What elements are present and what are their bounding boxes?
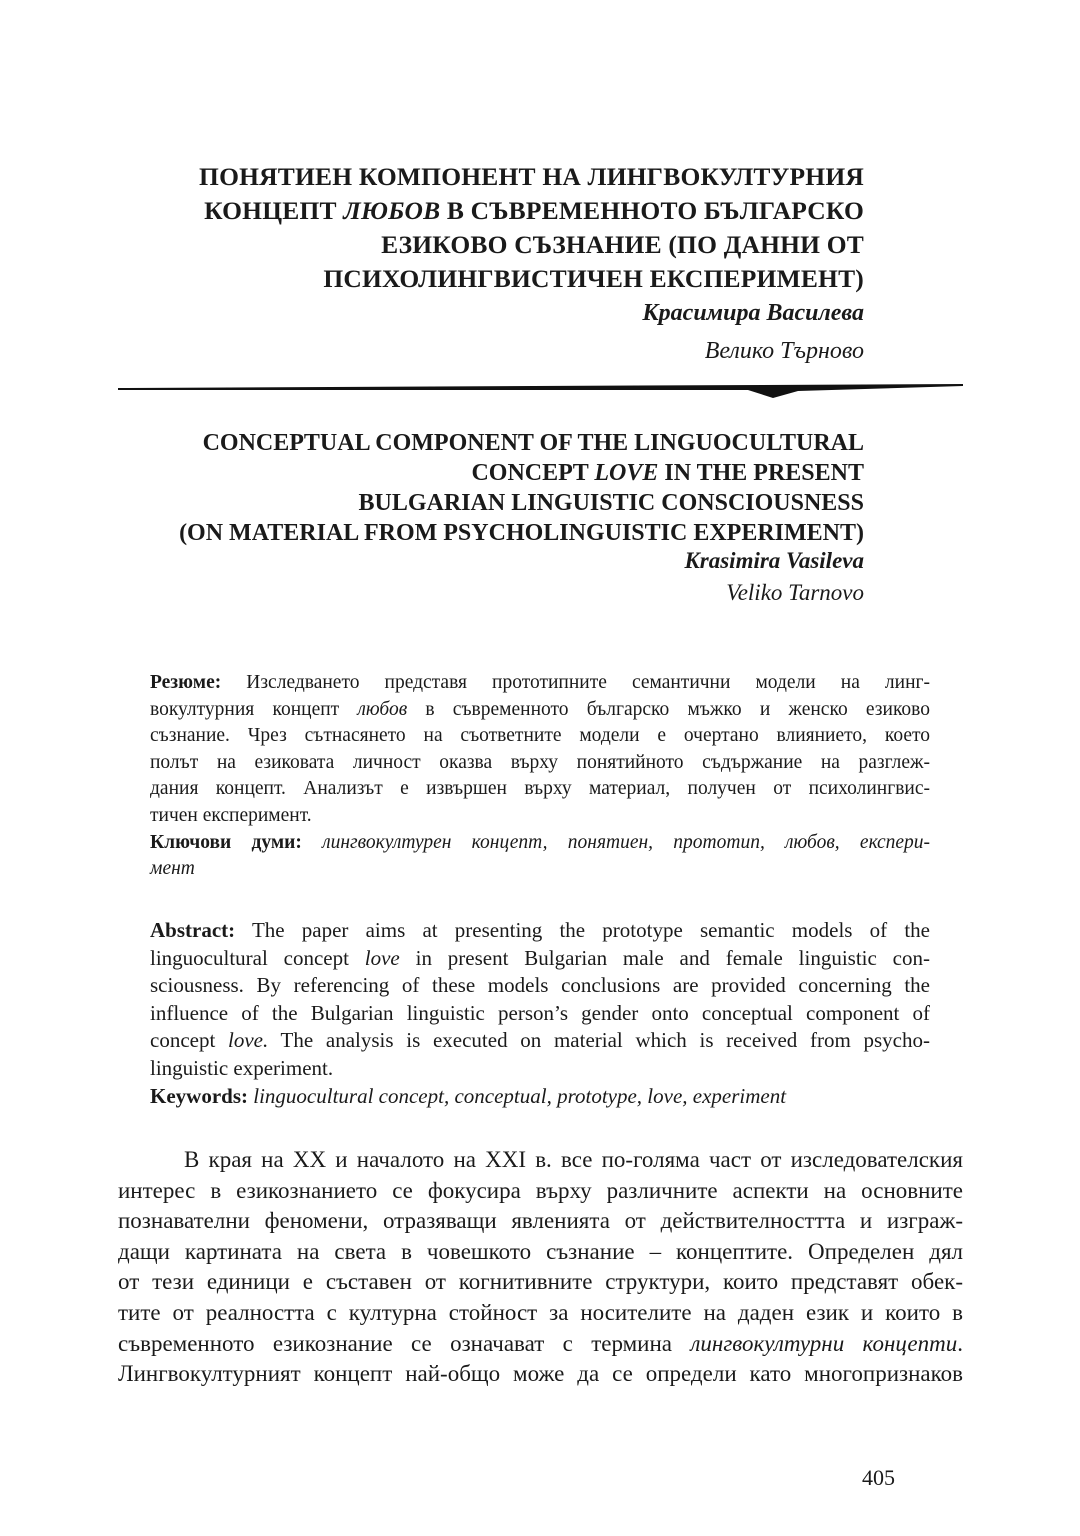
abstract-text: concept [150, 1028, 228, 1053]
body-paragraph [118, 1145, 963, 1390]
abstract-line: influence of the Bulgarian linguistic person’s gender onto conceptual component of [150, 1000, 930, 1025]
body-text: съвременното езикознание се означават с термина [118, 1330, 691, 1356]
body-text: . [957, 1330, 963, 1356]
summary-line: дания концепт. Анализът е извършен върху материал, получен от психолингвис- [150, 778, 930, 800]
keywords-text: linguocultural concept, conceptual, prototype, love, experiment [248, 1083, 787, 1108]
abstract-line [150, 917, 930, 945]
summary-line: тичен експеримент. [150, 804, 312, 826]
title-line [64, 458, 864, 488]
author-city-bulgarian: Велико Търново [704, 338, 864, 364]
keywords-line [150, 1083, 930, 1111]
title-divider [118, 380, 963, 402]
keywords-label: Keywords: [150, 1083, 248, 1108]
title-text: КОНЦЕПТ [204, 196, 344, 225]
summary-line [150, 670, 930, 697]
title-text: IN THE PRESENT [658, 460, 864, 486]
body-line: познавателни феномени, отразяващи явленията от действителносттта и изграж- [118, 1208, 963, 1234]
abstract-line [150, 945, 930, 973]
summary-label: Резюме: [150, 672, 222, 693]
author-city-english: Veliko Tarnovo [726, 580, 864, 605]
abstract-text: The paper aims at presenting the prototype semantic models of the [235, 918, 930, 942]
author-name-english: Krasimira Vasileva [684, 548, 864, 573]
abstract-label: Abstract: [150, 918, 236, 942]
abstract-line: linguistic experiment. [150, 1055, 334, 1080]
keywords-text: лингвокултурен концепт, понятиен, прототип, любов, експери- [301, 831, 930, 853]
author-name-bulgarian: Красимира Василева [642, 300, 864, 326]
summary-text: вокултурния концепт [150, 698, 358, 720]
keywords-line [150, 856, 930, 883]
page-number: 405 [862, 1465, 895, 1490]
keywords-line [150, 830, 930, 857]
summary-line: съзнание. Чрез сътнасянето на съответните модели е очертано влиянието, което [150, 725, 930, 747]
body-line: Лингвокултурният концепт най-общо може да се определи като многопризнаков [118, 1361, 963, 1387]
abstract-text: linguocultural concept [150, 945, 365, 970]
body-line: В края на ХХ и началото на ХХІ в. все по-голяма част от изследователския [184, 1147, 963, 1172]
body-line [118, 1329, 963, 1360]
title-line [104, 194, 864, 228]
abstract-text: The analysis is executed on material which is received from psycho- [268, 1028, 930, 1053]
article-title-english [64, 428, 864, 548]
summary-bulgarian [150, 670, 930, 883]
title-line: (ON MATERIAL FROM PSYCHOLINGUISTIC EXPERIMENT) [179, 520, 864, 546]
body-line: от тези единици е съставен от когнитивните структури, които представят обек- [118, 1269, 963, 1295]
title-text: В СЪВРЕМЕННОТО БЪЛГАРСКО [440, 196, 864, 225]
title-line: BULGARIAN LINGUISTIC CONSCIOUSNESS [358, 490, 864, 516]
summary-text: Изследването представя прототипните семантични модели на линг- [221, 672, 930, 693]
body-line: дащи картината на света в човешкото съзнание – концептите. Определен дял [118, 1238, 963, 1264]
title-concept-italic: ЛЮБОВ [343, 196, 441, 225]
keywords-label: Ключови думи: [150, 831, 302, 853]
body-line: интерес в езикознанието се фокусира върху различните аспекти на основните [118, 1177, 963, 1203]
abstract-line: sciousness. By referencing of these models conclusions are provided concerning the [150, 973, 930, 998]
body-line: тите от реалността с културна стойност за носителите на даден език и които в [118, 1299, 963, 1325]
article-title-bulgarian [104, 160, 864, 296]
summary-text: в съвременното българско мъжко и женско езиково [407, 698, 931, 720]
title-line: ПСИХОЛИНГВИСТИЧЕН ЕКСПЕРИМЕНТ) [323, 264, 864, 293]
summary-line: полът на езиковата личност оказва върху понятийното съдържание на разглеж- [150, 751, 930, 773]
abstract-text: in present Bulgarian male and female linguistic con- [399, 945, 930, 970]
keywords-text: мент [150, 858, 195, 880]
title-line: CONCEPTUAL COMPONENT OF THE LINGUOCULTURAL [202, 430, 864, 456]
summary-line [150, 697, 930, 724]
abstract-english [150, 917, 930, 1110]
abstract-italic-term: love [364, 945, 400, 970]
body-italic-term: лингвокултурни концепти [690, 1330, 958, 1356]
title-concept-italic: LOVE [594, 460, 659, 486]
abstract-line [150, 1027, 930, 1055]
title-line: ЕЗИКОВО СЪЗНАНИЕ (ПО ДАННИ ОТ [381, 230, 864, 259]
summary-italic-term: любов [357, 698, 408, 720]
abstract-italic-term: love. [228, 1028, 269, 1053]
title-text: CONCEPT [471, 460, 595, 486]
title-line: ПОНЯТИЕН КОМПОНЕНТ НА ЛИНГВОКУЛТУРНИЯ [199, 162, 864, 191]
